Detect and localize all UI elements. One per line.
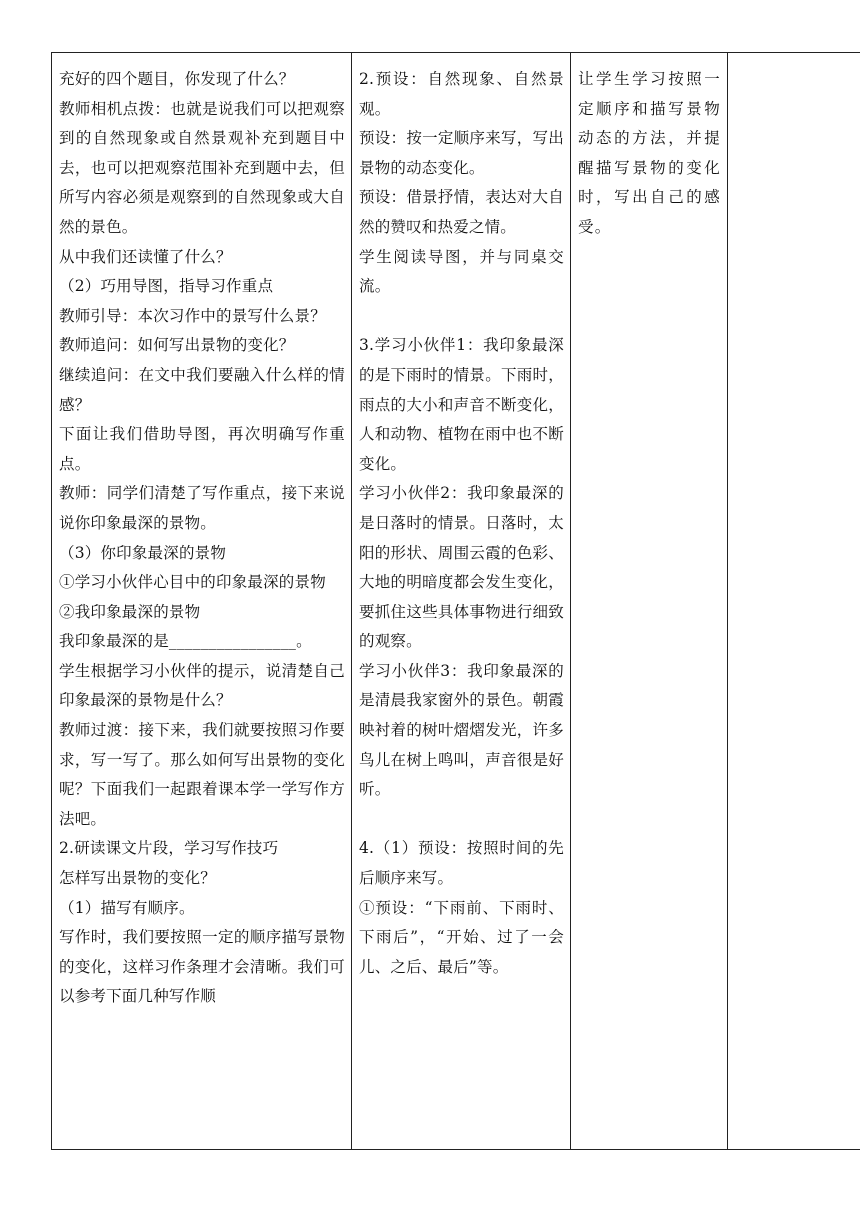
paragraph: 2.预设：自然现象、自然景观。 <box>359 70 564 118</box>
paragraph: 学习小伙伴2：我印象最深的是日落时的情景。日落时，太阳的形状、周围云霞的色彩、大地的明暗度都会发生变化，要抓住这些具体事物进行细致的观察。 <box>359 484 564 651</box>
paragraph: 继续追问：在文中我们要融入什么样的情感？ <box>59 365 345 414</box>
paragraph: 学习小伙伴3：我印象最深的是清晨我家窗外的景色。朝霞映衬着的树叶熠熠发光，许多鸟儿在树上鸣叫，声音很是好听。 <box>359 661 564 799</box>
paragraph: 教师：同学们清楚了写作重点，接下来说说你印象最深的景物。 <box>59 484 345 532</box>
lesson-plan-table <box>51 52 860 1150</box>
table-row <box>52 53 860 1150</box>
paragraph: 充好的四个题目，你发现了什么？ <box>59 70 295 88</box>
paragraph: 学生根据学习小伙伴的提示，说清楚自己印象最深的景物是什么？ <box>59 661 345 710</box>
paragraph: 预设：按一定顺序来写，写出景物的动态变化。 <box>359 129 564 177</box>
paragraph: 我印象最深的是________________。 <box>59 632 312 651</box>
notes-cell <box>728 53 860 1150</box>
paragraph: （1）描写有顺序。 <box>59 898 195 917</box>
paragraph: 写作时，我们要按照一定的顺序描写景物的变化，这样习作条理才会清晰。我们可以参考下面几种写作顺 <box>59 928 345 1006</box>
paragraph: （2）巧用导图，指导习作重点 <box>59 277 274 296</box>
paragraph: 怎样写出景物的变化？ <box>59 869 217 888</box>
paragraph: （3）你印象最深的景物 <box>59 543 227 562</box>
paragraph: 让学生学习按照一定顺序和描写景物动态的方法，并提醒描写景物的变化时，写出自己的感受。 <box>578 70 721 236</box>
paragraph: 教师引导：本次习作中的景写什么景？ <box>59 306 326 325</box>
paragraph: ①学习小伙伴心目中的印象最深的景物 <box>59 573 326 592</box>
paragraph: ①预设：“下雨前、下雨时、下雨后”，“开始、过了一会儿、之后、最后”等。 <box>359 898 564 976</box>
teacher-activity-cell <box>52 53 352 1150</box>
paragraph: 4.（1）预设：按照时间的先后顺序来写。 <box>359 839 564 888</box>
paragraph: 教师相机点拨：也就是说我们可以把观察到的自然现象或自然景观补充到题目中去，也可以把观察范围补充到题中去，但所写内容必须是观察到的自然现象或大自然的景色。 <box>59 99 345 236</box>
student-activity-cell <box>352 53 571 1150</box>
paragraph: 下面让我们借助导图，再次明确写作重点。 <box>59 425 345 473</box>
paragraph: 学生阅读导图，并与同桌交流。 <box>359 247 564 296</box>
paragraph: 3.学习小伙伴1：我印象最深的是下雨时的情景。下雨时，雨点的大小和声音不断变化，人和动物、植物在雨中也不断变化。 <box>359 336 564 473</box>
paragraph: 2.研读课文片段，学习写作技巧 <box>59 839 279 858</box>
paragraph <box>359 805 564 835</box>
paragraph: 从中我们还读懂了什么？ <box>59 247 232 266</box>
paragraph: ②我印象最深的景物 <box>59 602 201 621</box>
design-intent-cell <box>571 53 728 1150</box>
paragraph: 教师过渡：接下来，我们就要按照习作要求，写一写了。那么如何写出景物的变化呢？下面我们一起跟着课本学一学写作方法吧。 <box>59 721 345 828</box>
paragraph: 预设：借景抒情，表达对大自然的赞叹和热爱之情。 <box>359 188 564 236</box>
paragraph: 教师追问：如何写出景物的变化？ <box>59 336 295 355</box>
paragraph <box>359 302 564 332</box>
